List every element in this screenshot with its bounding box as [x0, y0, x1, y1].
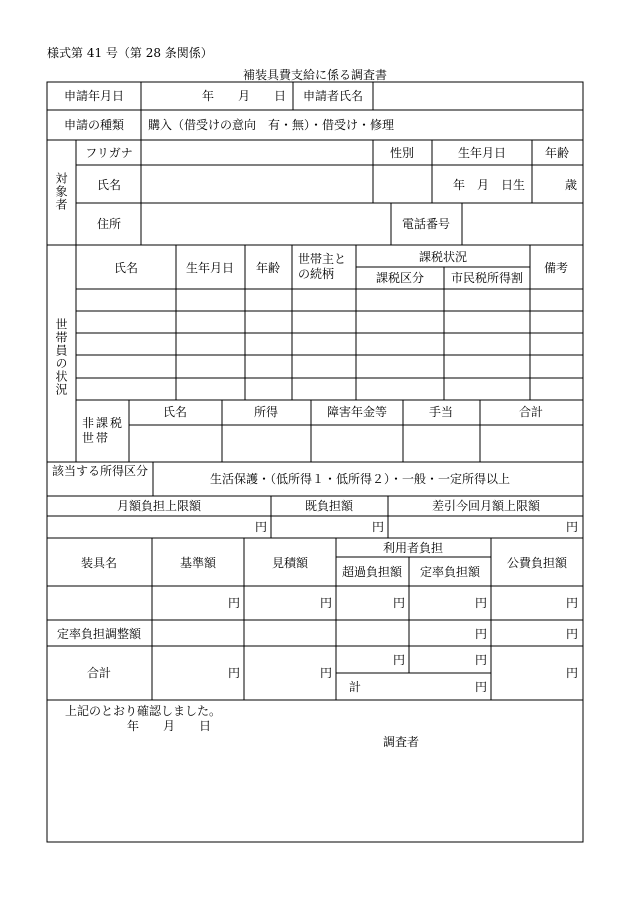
total-label: 合計	[86, 666, 112, 680]
total-excess-yen: 円	[392, 653, 405, 667]
monthly-limit-yen: 円	[254, 520, 267, 534]
phone-label: 電話番号	[401, 217, 451, 231]
nontax-total-header: 合計	[518, 405, 544, 419]
hh-remarks-header: 備考	[543, 261, 569, 275]
document-title: 補装具費支給に係る調査書	[242, 68, 387, 82]
form-number: 様式第 41 号（第 28 条関係）	[47, 46, 213, 60]
nontax-name-header: 氏名	[162, 405, 188, 419]
user-burden-header: 利用者負担	[382, 541, 444, 555]
hh-birthdate-header: 生年月日	[185, 261, 235, 275]
age-label: 年齢	[544, 146, 570, 160]
confirmation-statement: 上記のとおり確認しました。	[65, 704, 222, 718]
income-category-label: 該当する所得区分	[52, 464, 149, 478]
adjustment-fixed-rate-yen: 円	[474, 627, 487, 641]
address-label: 住所	[96, 217, 122, 231]
hh-name-header: 氏名	[113, 261, 139, 275]
subtotal-yen: 円	[474, 680, 487, 694]
monthly-limit-label: 月額負担上限額	[116, 499, 202, 513]
this-time-limit-yen: 円	[565, 520, 578, 534]
adjustment-label: 定率負担調整額	[56, 627, 142, 641]
nontax-household-label: 非課税世帯	[82, 416, 125, 445]
device-fixed-rate-yen: 円	[474, 596, 487, 610]
device-excess-yen: 円	[392, 596, 405, 610]
public-burden-header: 公費負担額	[506, 556, 568, 570]
nontax-income-header: 所得	[253, 405, 279, 419]
household-section-label: 世帯員の状況	[54, 318, 68, 396]
total-fixed-rate-yen: 円	[474, 653, 487, 667]
this-time-limit-label: 差引今回月額上限額	[431, 499, 541, 513]
subject-age-unit: 歳	[564, 178, 577, 192]
estimate-header: 見積額	[271, 556, 309, 570]
investigator-label: 調査者	[383, 735, 420, 749]
application-date-label: 申請年月日	[63, 89, 125, 103]
total-standard-yen: 円	[227, 666, 240, 680]
confirmation-date[interactable]: 年 月 日	[127, 719, 212, 733]
hh-relation-header: 世帯主との続柄	[298, 252, 347, 281]
applicant-name-label: 申請者氏名	[302, 89, 364, 103]
total-public-yen: 円	[565, 666, 578, 680]
device-standard-yen: 円	[227, 596, 240, 610]
hh-tax-category-header: 課税区分	[375, 271, 425, 285]
nontax-allowance-header: 手当	[428, 405, 454, 419]
adjustment-public-yen: 円	[565, 627, 578, 641]
fixed-rate-burden-header: 定率負担額	[419, 565, 481, 579]
already-paid-label: 既負担額	[304, 499, 354, 513]
application-date-value[interactable]: 年 月 日	[201, 89, 287, 103]
nontax-pension-header: 障害年金等	[326, 405, 388, 419]
application-type-label: 申請の種類	[63, 118, 125, 132]
subject-name-label: 氏名	[96, 178, 122, 192]
subject-section-label: 対象者	[54, 172, 68, 211]
hh-age-header: 年齢	[255, 261, 281, 275]
gender-label: 性別	[389, 146, 415, 160]
income-category-options[interactable]: 生活保護・（低所得１・低所得２）・一般・一定所得以上	[210, 472, 511, 486]
already-paid-yen: 円	[371, 520, 384, 534]
device-public-yen: 円	[565, 596, 578, 610]
device-estimate-yen: 円	[319, 596, 332, 610]
subtotal-label: 計	[349, 680, 362, 694]
hh-city-tax-header: 市民税所得割	[450, 271, 524, 285]
device-name-header: 装具名	[80, 556, 118, 570]
standard-amount-header: 基準額	[179, 556, 217, 570]
total-estimate-yen: 円	[319, 666, 332, 680]
excess-burden-header: 超過負担額	[341, 565, 403, 579]
birthdate-label: 生年月日	[457, 146, 507, 160]
furigana-label: フリガナ	[85, 146, 133, 160]
hh-tax-status-header: 課税状況	[418, 250, 468, 264]
application-type-options[interactable]: 購入（借受けの意向 有・無）・借受け・修理	[148, 118, 395, 132]
subject-birthdate-value[interactable]: 年 月 日生	[452, 178, 526, 192]
